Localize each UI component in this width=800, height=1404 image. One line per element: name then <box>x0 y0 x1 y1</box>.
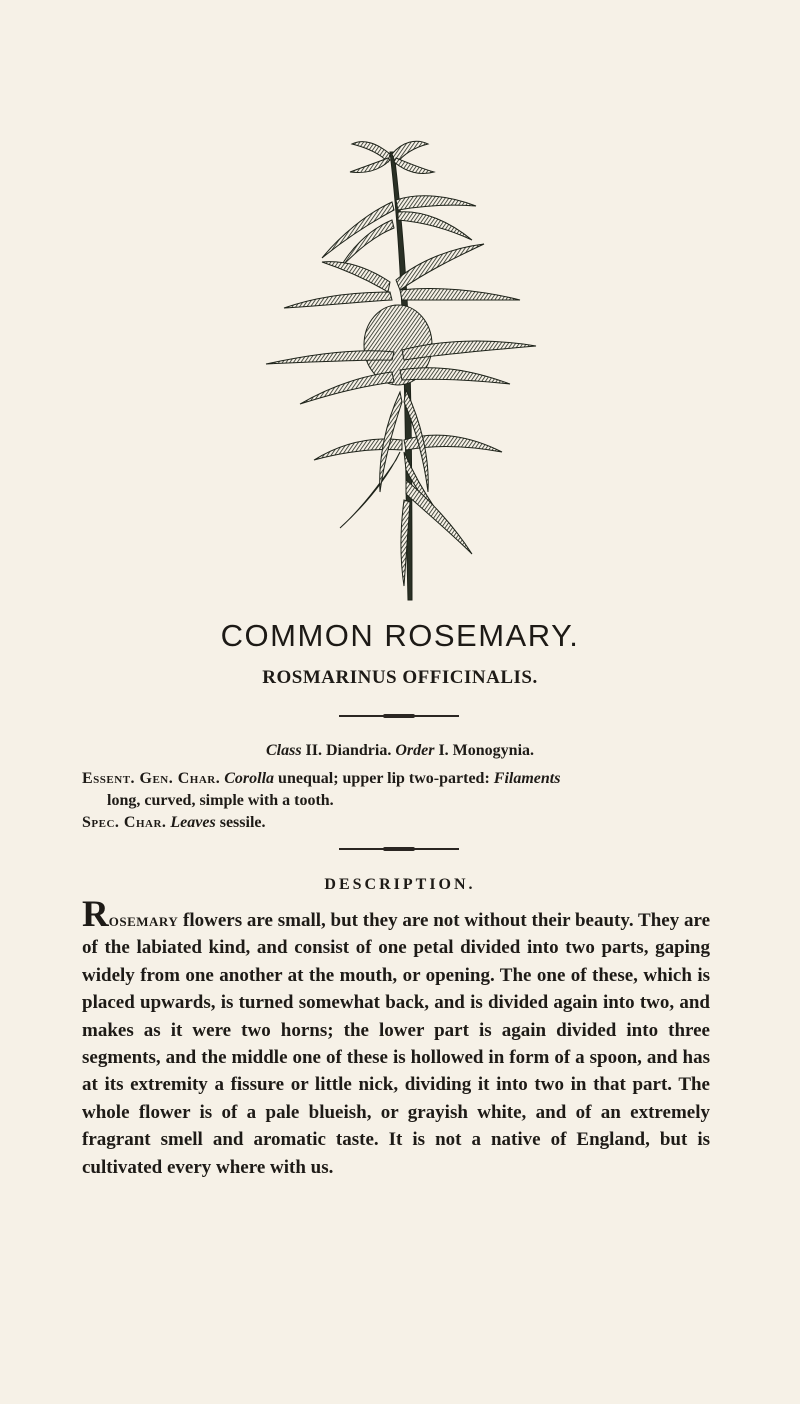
spec-label: Spec. Char. <box>82 814 167 831</box>
corolla-text: unequal; upper lip two-parted: <box>278 770 490 787</box>
rosemary-illustration <box>240 140 540 610</box>
filaments-text: long, curved, simple with a tooth. <box>107 792 334 809</box>
corolla-label: Corolla <box>224 770 275 787</box>
description-heading: DESCRIPTION. <box>324 876 476 893</box>
essent-label: Essent. Gen. Char. <box>82 770 221 787</box>
description-paragraph <box>82 894 711 1181</box>
page-title: COMMON ROSEMARY. <box>220 618 580 653</box>
lead-word: osemary <box>108 910 179 931</box>
classification-line <box>0 742 800 760</box>
description-text: flowers are small, but they are not without their beauty. They are of the labiated kind, and consist of one petal divided into two parts, gaping widely from one another at the mouth, or opening. The one of these, which is placed upwards, is turned somewhat back, and is divided again into two, and makes as it were two horns; the lower part is again divided into three segments, and the middle one of these is hollowed in form of a spoon, and has at its extremity a fissure or little nick, dividing it into two in that part. The whole flower is of a pale blueish, or grayish white, and of an extremely fragrant smell and aromatic taste. It is not a native of England, but is cultivated every where with us. <box>82 910 711 1178</box>
order-value: I. Monogynia. <box>438 742 535 759</box>
class-label: Class <box>265 742 302 759</box>
filaments-label: Filaments <box>493 770 561 787</box>
ornamental-rule <box>339 715 459 717</box>
latin-name: ROSMARINUS OFFICINALIS. <box>262 667 538 688</box>
specific-character <box>82 812 682 834</box>
leaves-label: Leaves <box>170 814 216 831</box>
essential-character <box>82 768 710 812</box>
order-label: Order <box>395 742 435 759</box>
class-value: II. Diandria. <box>305 742 392 759</box>
drop-cap: R <box>82 894 109 935</box>
ornamental-rule <box>339 848 459 850</box>
leaves-text: sessile. <box>219 814 266 831</box>
